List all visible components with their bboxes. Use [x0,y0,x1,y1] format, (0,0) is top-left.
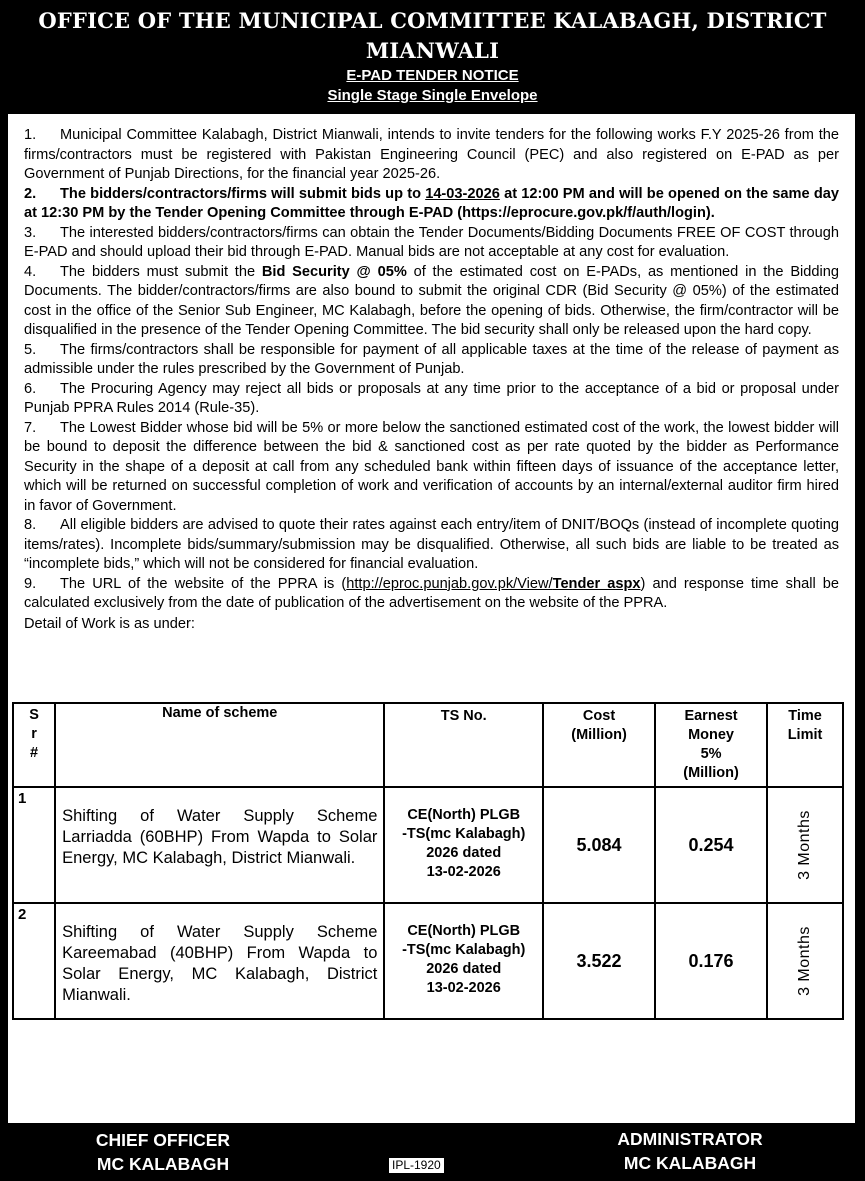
signatory-title: CHIEF OFFICER [95,1130,231,1150]
cell-ts [384,787,543,903]
scheme-name: Shifting of Water Supply Scheme Larriadda (60BHP) From Wapda to Solar Energy, MC Kalabagh, District Mianwali. [62,807,378,867]
paragraph-text: The firms/contractors shall be responsible for payment of all applicable taxes at the time of the release of payment as admissible under the rules prescribed by the Government of Punjab. [24,341,839,377]
table-row [13,787,843,903]
header-earnest-line: (Million) [683,765,739,781]
paragraph-number: 2. [24,185,37,202]
paragraph-5 [24,341,839,380]
paragraph-number: 7. [24,419,37,436]
signature-footer [0,1125,865,1181]
paragraph-9 [24,575,839,614]
ipl-code: IPL-1920 [388,1157,445,1174]
header-earnest-line: Earnest [684,708,738,724]
paragraph-3 [24,224,839,263]
notice-subtitle: Single Stage Single Envelope [327,87,538,104]
header-cost [543,703,655,787]
paragraph-text: The bidders must submit the [60,263,262,280]
paragraph-number: 9. [24,575,37,592]
paragraph-text: Municipal Committee Kalabagh, District Mianwali, intends to invite tenders for the following works F.Y 2025-26 from the firms/contractors must be registered with Pakistan Engineering Council (PEC) and also registered on E-PAD as per Government of Punjab Directions, for the financial year 2025-26. [24,127,839,182]
cell-cost: 3.522 [543,903,655,1019]
paragraph-text: All eligible bidders are advised to quote their rates against each entry/item of DNIT/BOQs (instead of incomplete quoting items/rates). Incomplete bids/summary/submission may be disqualified. Otherwise, all such bids are liable to be treated as “incomplete bids,” which will not be considered for financial evaluation. [24,517,839,572]
office-title-line2: MIANWALI [365,38,500,63]
table-header-row [13,703,843,787]
ts-line: CE(North) PLGB [407,807,521,823]
paragraph-text: at 12:00 PM and will be opened on the same day at 12:30 PM by the Tender Opening Committee through E-PAD (https://eprocure.gov.pk/f/auth/login). [24,185,839,221]
works-table [12,702,844,1020]
notice-title: E-PAD TENDER NOTICE [346,67,519,84]
header-cost-line: (Million) [571,727,627,743]
detail-label: Detail of Work is as under: [24,615,195,632]
paragraph-6 [24,380,839,419]
scheme-name: Shifting of Water Supply Scheme Kareemabad (40BHP) From Wapda to Solar Energy, MC Kalabagh, District Mianwali. [62,923,378,1004]
paragraph-4 [24,263,839,341]
header-time [767,703,843,787]
paragraph-number: 6. [24,380,37,397]
signatory-office: MC KALABAGH [96,1154,230,1174]
paragraph-number: 4. [24,263,37,280]
ts-line: 13-02-2026 [426,980,501,996]
ts-line: CE(North) PLGB [407,923,521,939]
paragraph-text: The URL of the website of the PPRA is ( [60,575,347,592]
ts-line: 13-02-2026 [426,864,501,880]
paragraph-number: 3. [24,224,37,241]
ts-line: 2026 dated [426,961,502,977]
paragraph-text: ) and response time shall be calculated exclusively from the date of publication of the advertisement on the website of the PPRA. [24,575,839,611]
ts-line: 2026 dated [426,845,502,861]
header-sr [13,703,55,787]
paragraph-text: of the estimated cost on E-PADs, as mentioned in the Bidding Documents. The bidder/contractors/firms are also bound to submit the original CDR (Bid Security @ 05%) of the estimated cost in the office of the Senior Sub Engineer, MC Kalabagh, before the opening of bids. Otherwise, the firm/contractor will be disqualified in the presence of the Tender Opening Committee. The bid security shall only be released upon the hard copy. [24,263,840,338]
administrator-signature [595,1127,785,1175]
header-earnest-line: 5% [700,746,722,762]
ts-line: -TS(mc Kalabagh) [402,942,526,958]
bid-deadline-date: 14-03-2026 [425,185,500,202]
signatory-title: ADMINISTRATOR [617,1129,763,1149]
ts-line: -TS(mc Kalabagh) [402,826,526,842]
paragraph-7 [24,419,839,517]
ppra-url-part1: http://eproc.punjab.gov.pk/View/ [346,575,553,592]
header-time-line: Time [788,708,822,724]
header-ts: TS No. [384,703,543,787]
cell-ts [384,903,543,1019]
table-row [13,903,843,1019]
header-earnest-line: Money [688,727,734,743]
paragraph-number: 8. [24,517,37,533]
paragraph-text: The interested bidders/contractors/firms can obtain the Tender Documents/Bidding Documents FREE OF COST through E-PAD and should upload their bid through E-PAD. Manual bids are not acceptable at any cost for evaluation. [24,224,839,260]
office-title [0,0,865,66]
notice-header [0,0,865,112]
cell-earnest: 0.176 [655,903,767,1019]
cell-time [767,903,843,1019]
bid-security-text: Bid Security @ 05% [261,263,407,280]
paragraph-list [8,114,855,614]
header-sr-line: # [30,745,39,761]
paragraph-1 [24,126,839,185]
chief-officer-signature [78,1128,248,1176]
header-name: Name of scheme [55,703,384,787]
cell-sr: 2 [13,903,55,1019]
header-cost-line: Cost [582,708,616,724]
paragraph-2 [24,185,839,224]
cell-sr: 1 [13,787,55,903]
cell-cost: 5.084 [543,787,655,903]
header-earnest [655,703,767,787]
paragraph-text: The bidders/contractors/firms will submit bids up to [60,185,426,202]
signatory-office: MC KALABAGH [623,1153,757,1173]
time-limit: 3 Months [796,926,814,996]
paragraph-number: 5. [24,341,37,358]
time-limit: 3 Months [796,810,814,880]
cell-earnest: 0.254 [655,787,767,903]
cell-name [55,787,384,903]
paragraph-text: The Lowest Bidder whose bid will be 5% or more below the sanctioned estimated cost of the work, the lowest bidder will be bound to deposit the difference between the bid & sanctioned cost as per rate quoted by the bidder as Performance Security in the shape of a deposit at call from any scheduled bank within fifteen days of issuance of the acceptance letter, which will be returned on successful completion of work and verification of accounts by an internal/external auditor firm hired in favor of Government. [24,419,839,514]
ppra-url-link[interactable] [346,576,640,592]
ppra-url-part2: Tender aspx [552,575,641,592]
paragraph-text: The Procuring Agency may reject all bids or proposals at any time prior to the acceptance of a bid or proposal under Punjab PPRA Rules 2014 (Rule-35). [24,380,839,416]
header-sr-line: S [29,707,39,723]
header-sr-line: r [31,726,37,742]
office-title-line1: OFFICE OF THE MUNICIPAL COMMITTEE KALABAGH, DISTRICT [38,8,827,33]
cell-time [767,787,843,903]
paragraph-8 [24,516,839,575]
cell-name [55,903,384,1019]
paragraph-number: 1. [24,127,37,143]
header-time-line: Limit [787,727,823,743]
